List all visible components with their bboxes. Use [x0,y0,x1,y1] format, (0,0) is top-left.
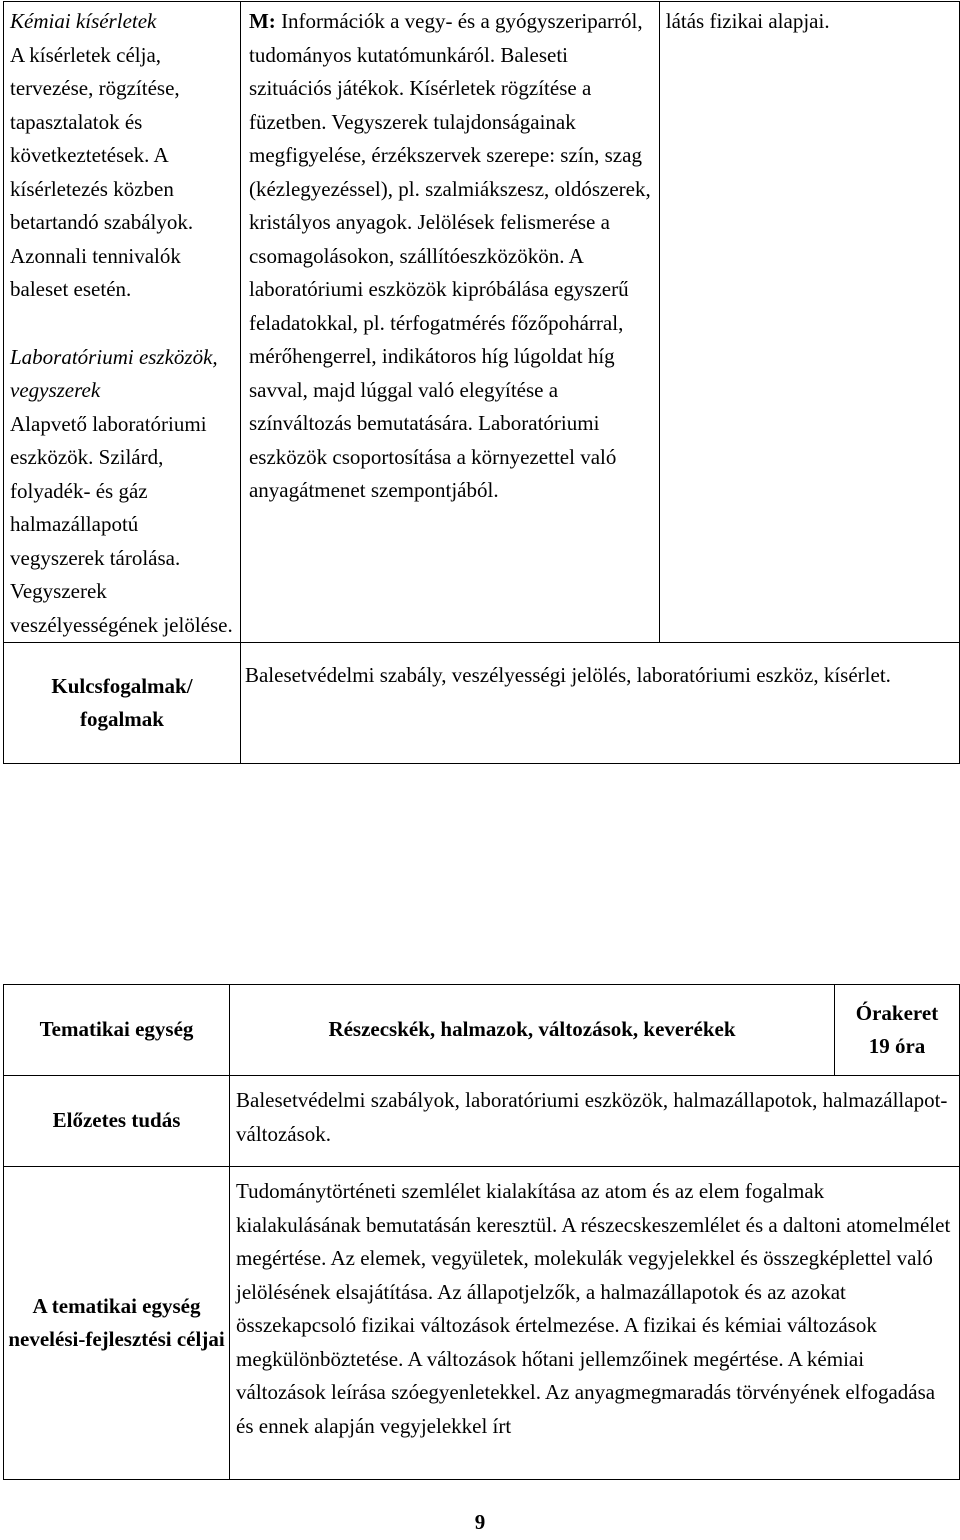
prior-knowledge-label: Előzetes tudás [4,1076,230,1167]
prior-knowledge-text: Balesetvédelmi szabályok, laboratóriumi eszközök, halmazállapotok, halmazállapot-változások. [230,1076,960,1167]
unit-title: Részecskék, halmazok, változások, keverékek [230,985,835,1076]
goals-row [4,1167,960,1480]
activities-cell [240,2,659,643]
activities-text: Információk a vegy- és a gyógyszeriparról, tudományos kutatómunkáról. Baleseti szituációs játékok. Kísérletek rögzítése a füzetben. Vegyszerek tulajdonságainak megfigyelése, érzékszervek szerepe: szín, szag (kézlegyezéssel), pl. szalmiákszesz, oldószerek, kristályos anyagok. Jelölések felismerése a csomagolásokon, szállítóeszközökön. A laboratóriumi eszközök kipróbálása egyszerű feladatokkal, pl. térfogatmérés főzőpohárral, mérőhengerrel, indikátoros híg lúgoldat híg savval, majd lúggal való elegyítése a színváltozás bemutatására. Laboratóriumi eszközök csoportosítása a környezettel való anyagátmenet szempontjából. [248,9,651,502]
section-text-lab-tools: Alapvető laboratóriumi eszközök. Szilárd, folyadék- és gáz halmazállapotú vegyszerek tárolása. Vegyszerek veszélyességének jelölése. [10,411,233,637]
goals-text: Tudománytörténeti szemlélet kialakítása az atom és az elem fogalmak kialakulásának bemutatásán keresztül. A részecskeszemlélet és a daltoni atomelmélet megértése. Az elemek, vegyületek, molekulák vegyjelekkel és összegképlettel való jelölésének elsajátítása. Az állapotjelzők, a halmazállapotok és az azokat összekapcsoló fizikai változások értelmezése. A fizikai és kémiai változások megkülönböztetése. A változások hőtani jellemzőinek megértése. A kémiai változások leírása szóegyenletekkel. Az anyagmegmaradás törvényének elfogadása és ennek alapján vegyjelekkel írt [230,1167,960,1480]
curriculum-table-continued [3,1,960,764]
connections-text: látás fizikai alapjai. [665,9,830,33]
hours-value: 19 óra [868,1034,926,1058]
section-heading-lab-tools: Laboratóriumi eszközök, vegyszerek [10,344,218,402]
activities-lead: M: [248,9,276,33]
hours-cell [835,985,960,1076]
page-number: 9 [474,1510,486,1534]
key-concepts-row [4,643,960,764]
topics-cell [4,2,241,643]
key-concepts-text: Balesetvédelmi szabály, veszélyességi jelölés, laboratóriumi eszköz, kísérlet. [240,643,959,764]
prior-knowledge-row [4,1076,960,1167]
unit-header-row [4,985,960,1076]
goals-label: A tematikai egység nevelési-fejlesztési céljai [4,1167,230,1480]
connections-cell [659,2,959,643]
thematic-unit-table [3,984,960,1480]
section-text-experiments: A kísérletek célja, tervezése, rögzítése, tapasztalatok és következtetések. A kísérletezés közben betartandó szabályok. Azonnali tennivalók baleset esetén. [10,42,194,301]
unit-label: Tematikai egység [4,985,230,1076]
key-concepts-label: Kulcsfogalmak/ fogalmak [4,643,241,764]
section-heading-chemical-experiments: Kémiai kísérletek [10,9,157,33]
content-row [4,2,960,643]
hours-label: Órakeret [855,1000,939,1025]
